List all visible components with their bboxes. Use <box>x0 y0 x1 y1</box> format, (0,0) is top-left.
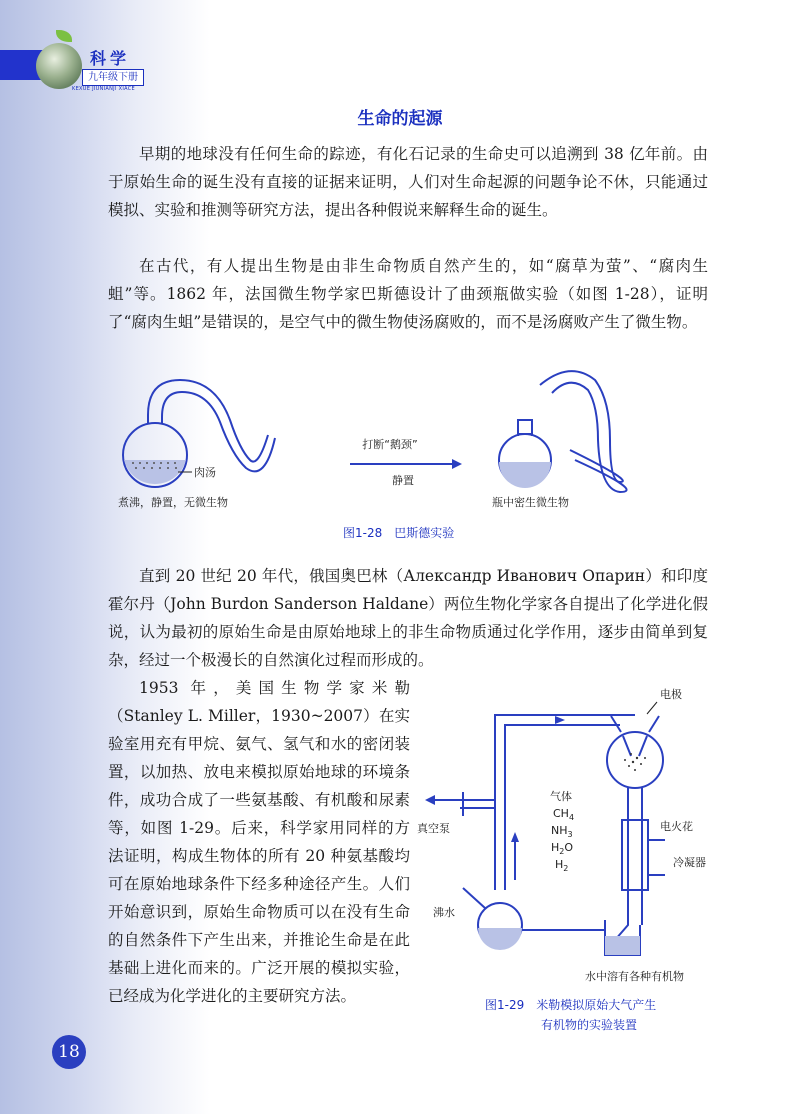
figure-1-29-caption-line1: 图1-29 米勒模拟原始大气产生 <box>485 998 657 1012</box>
figure-1-28-caption: 图1-28 巴斯德实验 <box>343 526 455 540</box>
label-stand: 静置 <box>392 474 414 487</box>
label-gas: 气体 <box>550 790 572 803</box>
paragraph-4: 1953 年，美国生物学家米勒（Stanley L. Miller，1930~2007）在实验室用充有甲烷、氨气、氢气和水的密闭装置，以加热、放电来模拟原始地球的环境条件，成功合成了一些氨基酸、有机酸和尿素等，如图 1-29。后来，科学家用同样的方法证明，构成生物体的所有 20 种氨基酸均可在原始地球条件下经多种途径产生。人们开始意识到，原始生命物质可以在没有生命的自然条件下产生出来，并推论生命是在此基础上进化而来的。广泛开展的模拟实验，已经成为化学进化的主要研究方法。 <box>108 679 410 1005</box>
label-spark: 电火花 <box>660 820 693 833</box>
label-break-neck: 打断“鹅颈” <box>362 438 418 451</box>
grade-label: 九年级下册 <box>82 69 144 86</box>
label-electrode: 电极 <box>660 688 682 701</box>
label-microbes: 瓶中密生微生物 <box>492 496 569 509</box>
subject-pinyin: KEXUE JIUNIANJI XIACE <box>72 86 135 92</box>
label-broth: 肉汤 <box>194 466 216 479</box>
figure-1-29-caption-line2: 有机物的实验装置 <box>541 1018 638 1032</box>
flow-arrow-top <box>555 716 565 724</box>
figure-1-28 <box>100 360 720 530</box>
label-h2: $H_2$ <box>555 858 569 873</box>
label-h2o: $H_2O$ <box>551 841 574 856</box>
condenser <box>622 820 648 890</box>
label-vacuum-pump: 真空泵 <box>417 822 450 835</box>
label-ch4: $CH_4$ <box>553 807 575 822</box>
paragraph-1: 早期的地球没有任何生命的踪迹，有化石记录的生命史可以追溯到 38 亿年前。由于原始生命的诞生没有直接的证据来证明，人们对生命起源的问题争论不休，只能通过模拟、实验和推测等研究方法，提出各种假说来解释生命的诞生。 <box>108 145 708 219</box>
label-condenser: 冷凝器 <box>673 856 706 869</box>
label-nh3: $NH_3$ <box>551 824 573 839</box>
paragraph-3: 直到 20 世纪 20 年代，俄国奥巴林（Александр Иванович Опарин）和印度霍尔丹（John Burdon Sanderson Haldane）两位生物化学家各自提出了化学进化假说，认为最初的原始生命是由原始地球上的非生命物质通过化学作用，逐步由简单到复杂，经过一个极漫长的自然演化过程而形成的。 <box>108 567 708 669</box>
page-number: 18 <box>52 1035 86 1069</box>
flask-fluid <box>499 462 551 488</box>
vacuum-arrow <box>425 795 435 805</box>
label-organics: 水中溶有各种有机物 <box>585 970 684 983</box>
subject-title: 科学 <box>90 49 131 68</box>
spark-chamber <box>607 732 663 788</box>
globe-icon <box>36 43 82 89</box>
spark-dots <box>624 753 646 771</box>
figure-1-29 <box>415 680 735 990</box>
flow-arrow-up <box>511 832 519 842</box>
paragraph-2: 在古代，有人提出生物是由非生命物质自然产生的，如“腐草为萤”、“腐肉生蛆”等。1862 年，法国微生物学家巴斯德设计了曲颈瓶做实验（如图 1-28），证明了“腐肉生蛆”是错误的，是空气中的微生物使汤腐败的，而不是汤腐败产生了微生物。 <box>108 257 708 331</box>
label-boiled: 煮沸，静置，无微生物 <box>118 496 228 509</box>
section-title: 生命的起源 <box>357 109 443 129</box>
label-boiling-water: 沸水 <box>433 906 455 919</box>
